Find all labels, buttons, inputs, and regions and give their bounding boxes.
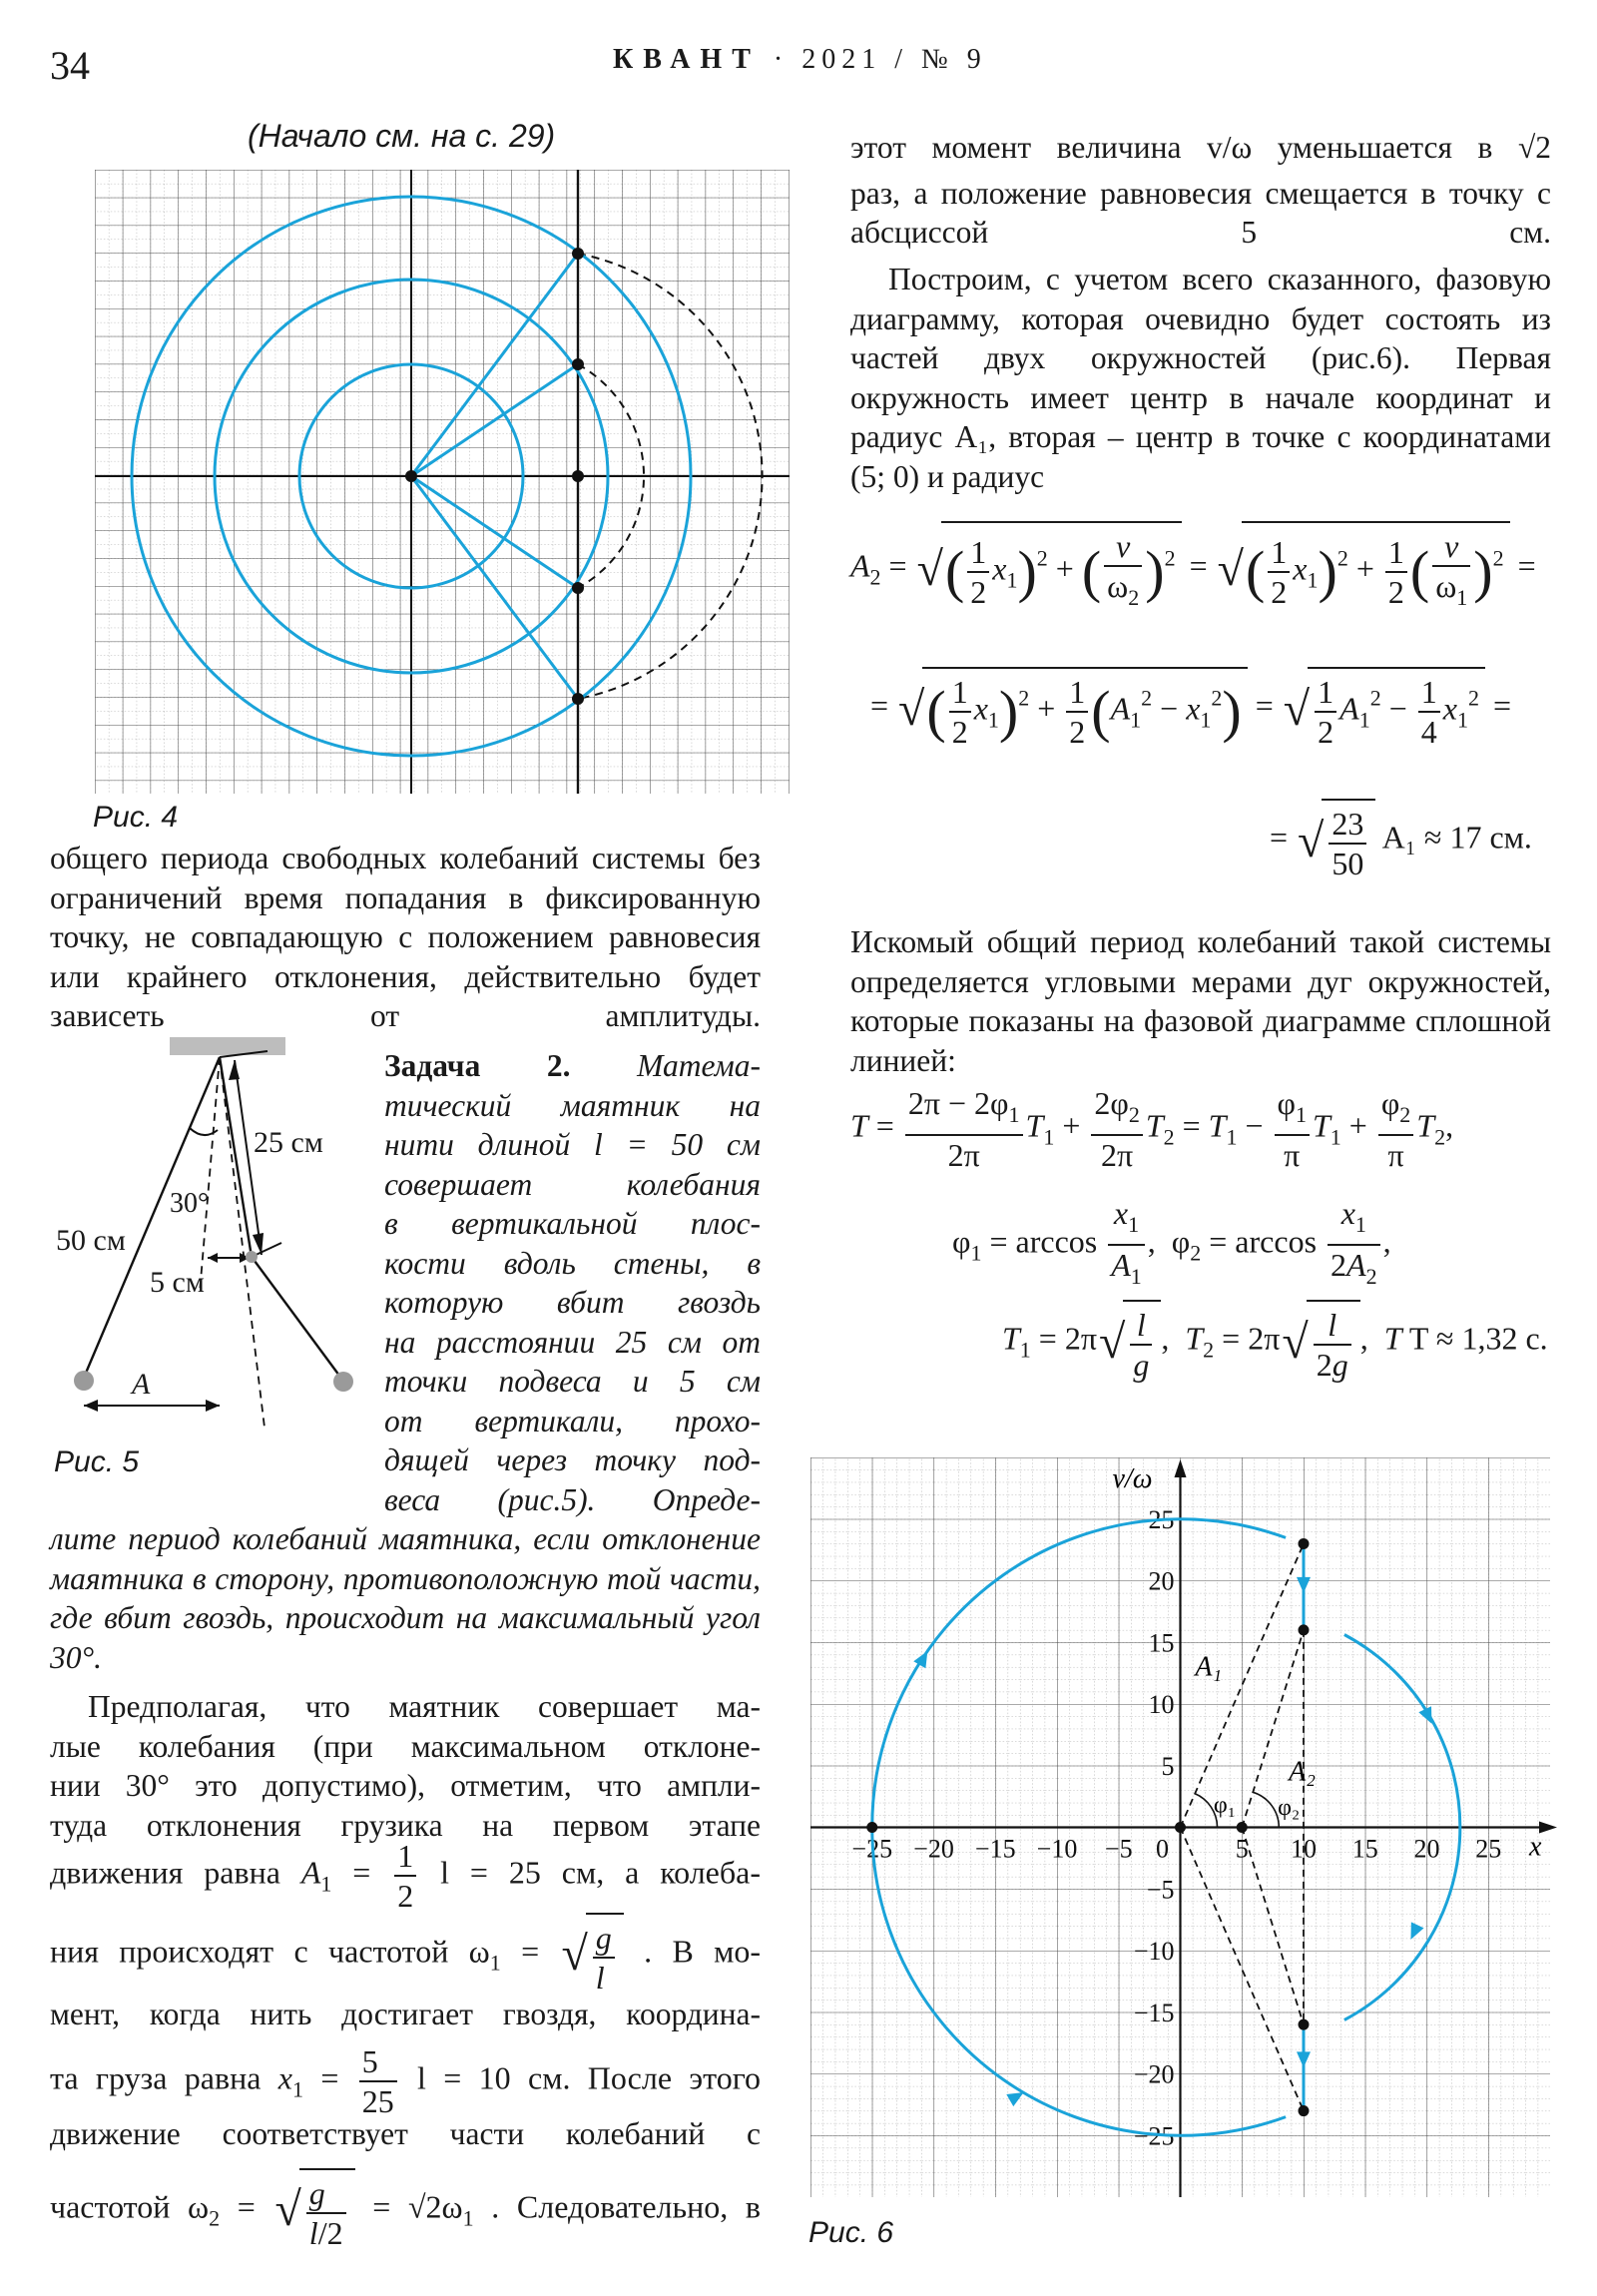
y-tick-label: −25 — [1133, 2121, 1175, 2151]
mom-line: мент, когда нить достигает гвоздя, координа- — [50, 1997, 761, 2031]
formula-T: T = $\frac{2\pi - 2\varphi_1}{2\pi}$ $T_1$ + $\frac{2\varphi_2}{2\pi}$ $T_2 = T_1$ − $\frac{\varphi_1}{\pi}$ $T_1$ + $\frac{\varphi_2}{\pi}$ $T_2$, — [850, 1085, 1454, 1173]
y-tick-label: 20 — [1148, 1566, 1175, 1596]
task-line-0: Матема- — [637, 1048, 761, 1083]
m1-pre: движения равна — [50, 1854, 280, 1891]
label-A2: A₂ — [1289, 1756, 1317, 1788]
movement-line — [50, 2114, 761, 2154]
figure-6-chart — [810, 1457, 1559, 2206]
x-tick-label: 0 — [1156, 1834, 1169, 1864]
coordinate-line: та груза равна $x_1$ = $\frac{5}{25}$ l = 10 см. После этого — [50, 2043, 762, 2119]
task-2-continuation — [50, 1519, 761, 1677]
m1-post: l = 25 см, а колеба- — [440, 1854, 762, 1891]
task-line-2: нити длиной l = 50 см — [384, 1127, 761, 1162]
task-line-3: совершает колебания — [384, 1166, 761, 1202]
x-tick-label: −10 — [1036, 1834, 1078, 1864]
formula-A2-line2: = √( $\frac{1}{2}$ $x_1)^2$ + $\frac{1}{2}$ $(A_1^2 - x_1^2)$ = √ $\frac{1}{2}$ $A_1^2$ − $\frac{1}{4}$ $x_1^2$ = — [870, 667, 1511, 751]
task-line-8: точки подвеса и 5 см — [384, 1364, 761, 1399]
task-line-7: на расстоянии 25 см от — [384, 1324, 761, 1360]
task-2-block — [384, 1046, 761, 1519]
x-axis-label: x — [1529, 1831, 1542, 1863]
para2-line-3: туда отклонения грузика на первом этапе — [50, 1807, 761, 1843]
fig5-label-5cm: 5 см — [150, 1266, 205, 1299]
final-result: T ≈ 1,32 с. — [1408, 1320, 1548, 1357]
formula-A2-line3: = √ $\frac{23}{50}$ A₁ ≈ 17 см. — [1270, 799, 1532, 882]
formula-A2-line1: $A_2$ = √( $\frac{1}{2}$ $x_1)^2$ + ( $\frac{v}{\omega_2}$ )$^2$ = √( $\frac{1}{2}$ $x_1)^2$ + $\frac{1}{2}$ ( $\frac{v}{\omega_1}$ )$^2$ = — [850, 521, 1536, 617]
omega2-line: частотой $\omega_2$ = √ $\frac{g}{l/2}$ = $√2\omega_1$ . Следовательно, в — [50, 2168, 761, 2252]
task-line — [384, 1046, 761, 1086]
label-phi2: φ₂ — [1278, 1795, 1301, 1822]
m3-post: l = 10 см. После этого — [417, 2059, 762, 2096]
m2-pre: ния происходят с частотой — [50, 1933, 449, 1970]
task-line-5: кости вдоль стены, в — [384, 1245, 761, 1281]
data-point — [1299, 2105, 1310, 2116]
label-A1: A₁ — [1195, 1651, 1223, 1683]
journal-title: КВАНТ — [613, 44, 761, 75]
y-tick-label: −10 — [1133, 1937, 1175, 1966]
y-tick-label: 10 — [1148, 1690, 1175, 1719]
figure-4-diagram — [95, 170, 790, 794]
y-tick-label: 15 — [1148, 1628, 1175, 1658]
m4-pre: частотой — [50, 2188, 171, 2225]
x-tick-label: 10 — [1291, 1834, 1317, 1864]
running-header — [613, 44, 987, 76]
m4-post: . Следовательно, в — [491, 2188, 762, 2225]
right-para-1 — [850, 128, 1551, 253]
data-point — [1175, 1822, 1186, 1833]
data-point — [1299, 1624, 1310, 1635]
y-tick-label: 25 — [1148, 1504, 1175, 1534]
paragraph: Построим, с учетом всего сказанного, фазовую диаграмму, которая очевидно будет состоять из частей двух окружностей (рис.6). Первая окружность имеет центр в начале координат и радиус A₁, вторая – центр в точке с координатами (5; 0) и радиус — [850, 262, 1551, 494]
page-number: 34 — [50, 43, 90, 88]
left-para-1 — [50, 839, 761, 1036]
task-line-10: дящей через точку под- — [384, 1442, 761, 1477]
formula-periods: $T_1 = 2\pi√$ $\frac{l}{g}$ , $T_2 = 2\pi√$ $\frac{l}{2g}$ , T T ≈ 1,32 с. — [1002, 1300, 1548, 1384]
x-tick-label: −15 — [974, 1834, 1016, 1864]
task-line-6: которую вбит гвоздь — [384, 1285, 761, 1320]
x-tick-label: −5 — [1104, 1834, 1133, 1864]
y-axis-label: v/ω — [1112, 1463, 1153, 1494]
y-tick-label: −15 — [1133, 1998, 1175, 2027]
header-separator: · — [773, 44, 790, 75]
x-tick-label: 5 — [1235, 1834, 1249, 1864]
task-rest: лите период колебаний маятника, если отклонение маятника в сторону, противоположную той части, где вбит гвоздь, происходит на максимальный угол 30°. — [50, 1521, 761, 1675]
para2-line-2: нии 30° это допустимо), отметим, что ампли- — [50, 1768, 761, 1803]
x-tick-label: 20 — [1413, 1834, 1440, 1864]
para2-line-1: лые колебания (при максимальном отклоне- — [50, 1728, 761, 1764]
paragraph: Искомый общий период колебаний такой системы определяется угловыми мерами дуг окружностей, которые показаны на фазовой диаграмме сплошной линией: — [850, 924, 1551, 1078]
result-A2: A₁ ≈ 17 см. — [1381, 819, 1532, 856]
x-tick-label: 25 — [1475, 1834, 1502, 1864]
y-tick-label: −5 — [1146, 1875, 1175, 1905]
moment-line — [50, 1995, 761, 2034]
task-line-4: в вертикальной плос- — [384, 1206, 761, 1241]
task-label: Задача 2. — [384, 1048, 571, 1083]
amplitude-line: движения равна $A_1$ = $\frac{1}{2}$ l = 25 см, а колеба- — [50, 1838, 762, 1914]
frequency-line: ния происходят с частотой $\omega_1$ = √ $\frac{g}{l}$ . В мо- — [50, 1913, 761, 1997]
data-point — [1299, 2019, 1310, 2030]
data-point — [1237, 1822, 1248, 1833]
paragraph: общего периода свободных колебаний системы без ограничений время попадания в фиксированную точку, не совпадающую с положением равновесия или крайнего отклонения, действительно будет зависеть от амплитуды. — [50, 841, 761, 1033]
right-para-1-rest: раз, а положение равновесия смещается в точку с абсциссой 5 см. — [850, 175, 1551, 250]
right-para-3 — [850, 922, 1551, 1080]
issue-number: 2021 / № 9 — [801, 44, 987, 75]
task-line-9: от вертикали, прохо- — [384, 1403, 761, 1438]
fig5-label-angle: 30° — [170, 1188, 210, 1219]
fig5-label-50cm: 50 см — [56, 1224, 126, 1257]
fig5-label-amplitude: A — [132, 1368, 151, 1401]
x-tick-label: 15 — [1351, 1834, 1378, 1864]
continuation-note: (Начало см. на с. 29) — [248, 118, 556, 154]
y-tick-label: 5 — [1161, 1751, 1175, 1781]
task-line-11: веса (рис.5). Опреде- — [384, 1481, 761, 1517]
data-point — [1299, 1538, 1310, 1549]
right-line-1: этот момент величина v/ω уменьшается в √2 — [850, 130, 1551, 165]
x-tick-label: −20 — [913, 1834, 954, 1864]
para2-line-0: Предполагая, что маятник совершает ма- — [88, 1689, 761, 1724]
figure-4-caption: Рис. 4 — [93, 801, 179, 834]
figure-6-caption: Рис. 6 — [808, 2216, 894, 2249]
m3-pre: та груза равна — [50, 2059, 262, 2096]
fig5-label-25cm: 25 см — [254, 1126, 323, 1159]
y-tick-label: −20 — [1133, 2059, 1175, 2089]
label-phi1: φ₁ — [1213, 1792, 1237, 1819]
mov-line: движение соответствует части колебаний с — [50, 2116, 761, 2151]
task-line-1: тический маятник на — [384, 1087, 761, 1123]
left-para-2 — [50, 1687, 761, 1845]
m2-post: . В мо- — [644, 1933, 762, 1970]
formula-phi: $\varphi_1 = \arccos$ $\frac{x_1}{A_1}$ , $\varphi_2 = \arccos$ $\frac{x_1}{2A_2}$ , — [952, 1195, 1391, 1289]
right-para-2 — [850, 260, 1551, 496]
x-tick-label: −25 — [851, 1834, 893, 1864]
figure-5-caption: Рис. 5 — [54, 1445, 140, 1478]
data-point — [866, 1822, 877, 1833]
